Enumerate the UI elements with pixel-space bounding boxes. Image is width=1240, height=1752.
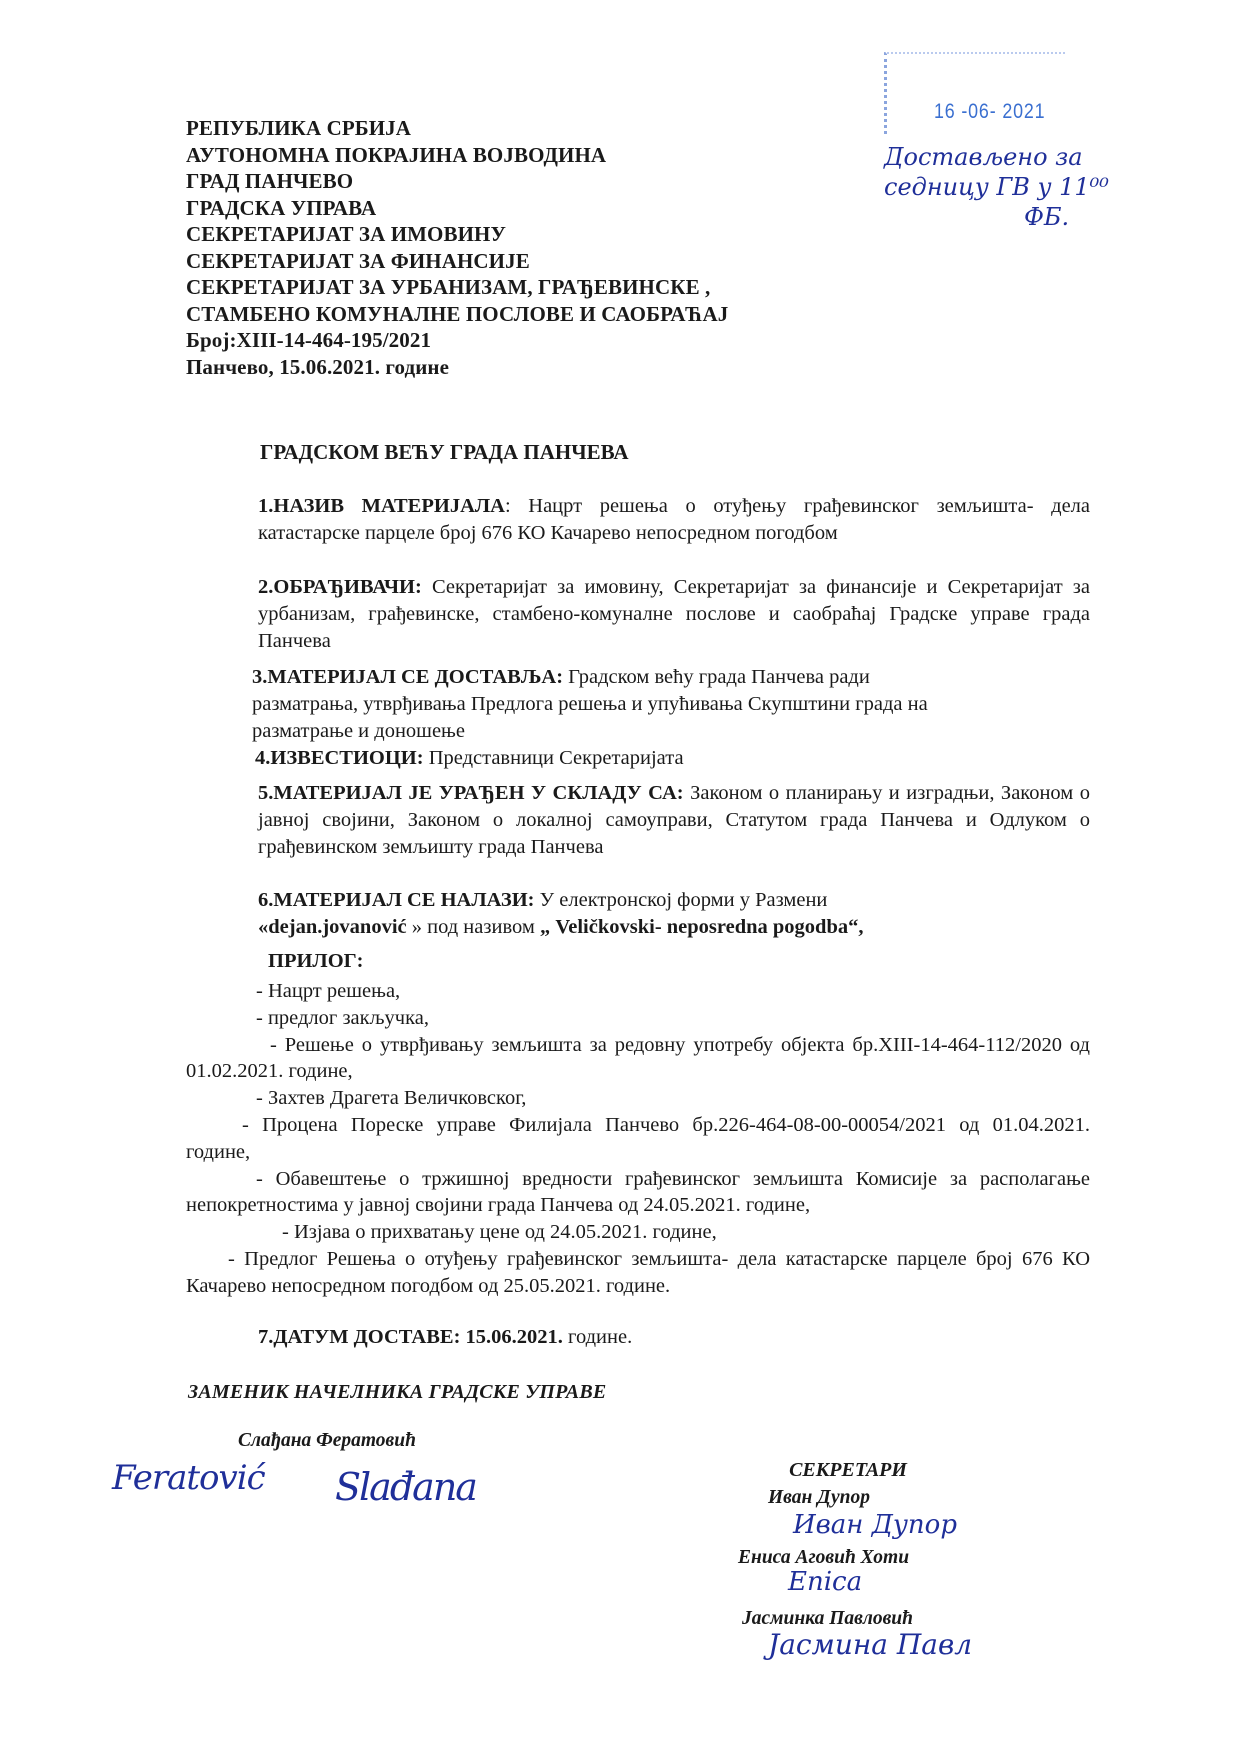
attachment-item: - Процена Пореске управе Филијала Панчево бр.226-464-08-00-00054/2021 од 01.04.2021. године,	[186, 1113, 1090, 1163]
issuer-header	[186, 115, 728, 380]
secretaries-title: СЕКРЕТАРИ	[789, 1459, 907, 1481]
exchange-user: «dejan.jovanović	[258, 915, 407, 938]
secretary-signature: Јасмина Павл	[768, 1628, 973, 1661]
header-line: СЕКРЕТАРИЈАТ ЗА ИМОВИНУ	[186, 222, 506, 246]
item-text: Градском већу града Панчева ради	[568, 666, 870, 688]
header-line: ГРАДСКА УПРАВА	[186, 195, 377, 220]
addressee: ГРАДСКОМ ВЕЋУ ГРАДА ПАНЧЕВА	[260, 440, 629, 464]
item-authors	[258, 574, 1090, 654]
secretary-name: Јасминка Павловић	[742, 1608, 913, 1629]
attachments-list	[186, 978, 1090, 1300]
attachment-item: - Обавештење о тржишној вредности грађевинског земљишта Комисије за располагање непокретностима у јавној својини града Панчева од 24.05.2021. године,	[186, 1167, 1090, 1217]
header-line: РЕПУБЛИКА СРБИЈА	[186, 116, 412, 140]
item-text: разматрања, утврђивања Предлога решења и упућивања Скупштини града на	[252, 692, 928, 715]
item-text: У електронској форми у Размени	[539, 889, 828, 911]
secretary-signature: Eniса	[788, 1567, 863, 1597]
deputy-name: Слађана Фератовић	[238, 1430, 416, 1451]
item-text: Нацрт решења о отуђењу грађевинског земљишта- дела катастарске парцеле број 676 КО Качарево непосредном погодбом	[258, 495, 1090, 544]
handwritten-line: Достављено за	[884, 143, 1083, 171]
secretary-name: Иван Дупор	[768, 1487, 871, 1508]
handwritten-note	[884, 142, 1109, 232]
item-text: разматрање и доношење	[252, 719, 465, 742]
header-line: АУТОНОМНА ПОКРАЈИНА ВОЈВОДИНА	[186, 142, 607, 167]
item-text: Законом о планирању и изградњи, Законом о јавној својини, Законом о локалној самоуправи, Статутом града Панчева и Одлуком о грађевинском земљишту града Панчева	[258, 782, 1091, 858]
item-text: Представници Секретаријата	[428, 747, 684, 769]
item-rapporteurs	[255, 745, 1087, 772]
item-label: 4.ИЗВЕСТИОЦИ:	[255, 747, 424, 769]
secretary-name: Eниса Аговић Хоти	[738, 1547, 910, 1568]
exchange-folder: „ Veličkovski- neposredna pogodba“,	[539, 915, 864, 938]
header-line: СЕКРЕТАРИЈАТ ЗА ФИНАНСИЈЕ	[186, 248, 530, 273]
item-location: 6.МАТЕРИЈАЛ СЕ НАЛАЗИ: У електронској форми у Размени «dejan.jovanović » под називом „ Veličkovski- neposredna pogodba“,	[258, 889, 864, 938]
attachment-item: - Захтев Драгета Величковског,	[256, 1087, 527, 1110]
handwritten-initials: ФБ.	[1024, 203, 1070, 231]
item-delivered-to	[252, 664, 1084, 744]
item-label: 7.ДАТУМ ДОСТАВЕ: 15.06.2021.	[258, 1326, 563, 1348]
handwritten-line: седницу ГВ у 11⁰⁰	[884, 173, 1109, 201]
header-line: ГРАД ПАНЧЕВО	[186, 169, 354, 193]
item-label: 6.МАТЕРИЈАЛ СЕ НАЛАЗИ:	[258, 889, 535, 911]
document-number: Број:XIII-14-464-195/2021	[186, 328, 432, 352]
header-line: СЕКРЕТАРИЈАТ ЗА УРБАНИЗАМ, ГРАЂЕВИНСКЕ ,	[186, 275, 711, 299]
attachment-item: - Решење о утврђивању земљишта за редовну употребу објекта бр.XIII-14-464-112/2020 од 01.02.2021. године,	[186, 1033, 1090, 1083]
attachment-item: - Нацрт решења,	[256, 980, 401, 1002]
place-date: Панчево, 15.06.2021. године	[186, 354, 450, 379]
item-label: 2.ОБРАЂИВАЧИ:	[258, 576, 422, 598]
item-text: Секретаријат за имовину, Секретаријат за финансије и Секретаријат за урбанизам, грађевинске, стамбено-комуналне послове и саобраћај Градске управе града Панчева	[258, 576, 1090, 652]
item-label: 5.МАТЕРИЈАЛ ЈЕ УРАЂЕН У СКЛАДУ СА:	[258, 782, 684, 804]
attachment-item: - Изјава о прихватању цене од 24.05.2021. године,	[282, 1221, 717, 1244]
item-legal-basis	[258, 780, 1090, 860]
item-text: године.	[562, 1326, 633, 1348]
deputy-signature: Slađana	[335, 1465, 476, 1509]
item-label: 1.НАЗИВ МАТЕРИЈАЛА	[258, 495, 505, 517]
item-material-title: 1.НАЗИВ МАТЕРИЈАЛА: Нацрт решења о отуђењу грађевинског земљишта- дела катастарске парцеле број 676 КО Качарево непосредном погодбом	[258, 495, 1090, 544]
item-delivery-date	[258, 1326, 632, 1349]
stamp-date: 16 -06- 2021	[934, 100, 1046, 123]
deputy-title: ЗАМЕНИК НАЧЕЛНИКА ГРАДСКЕ УПРАВЕ	[188, 1381, 607, 1403]
deputy-signature: Feratović	[112, 1458, 265, 1498]
secretary-signature: Иван Дупор	[793, 1510, 957, 1540]
attachment-item: - Предлог Решења о отуђењу грађевинског земљишта- дела катастарске парцеле број 676 КО Качарево непосредном погодбом од 25.05.2021. године.	[186, 1247, 1090, 1297]
item-label: 3.МАТЕРИЈАЛ СЕ ДОСТАВЉА:	[252, 666, 564, 688]
header-line: СТАМБЕНО КОМУНАЛНЕ ПОСЛОВЕ И САОБРАЋАЈ	[186, 301, 729, 326]
attachments-title: ПРИЛОГ:	[268, 950, 364, 972]
attachment-item: - предлог закључка,	[256, 1006, 429, 1029]
received-stamp	[884, 52, 1109, 231]
